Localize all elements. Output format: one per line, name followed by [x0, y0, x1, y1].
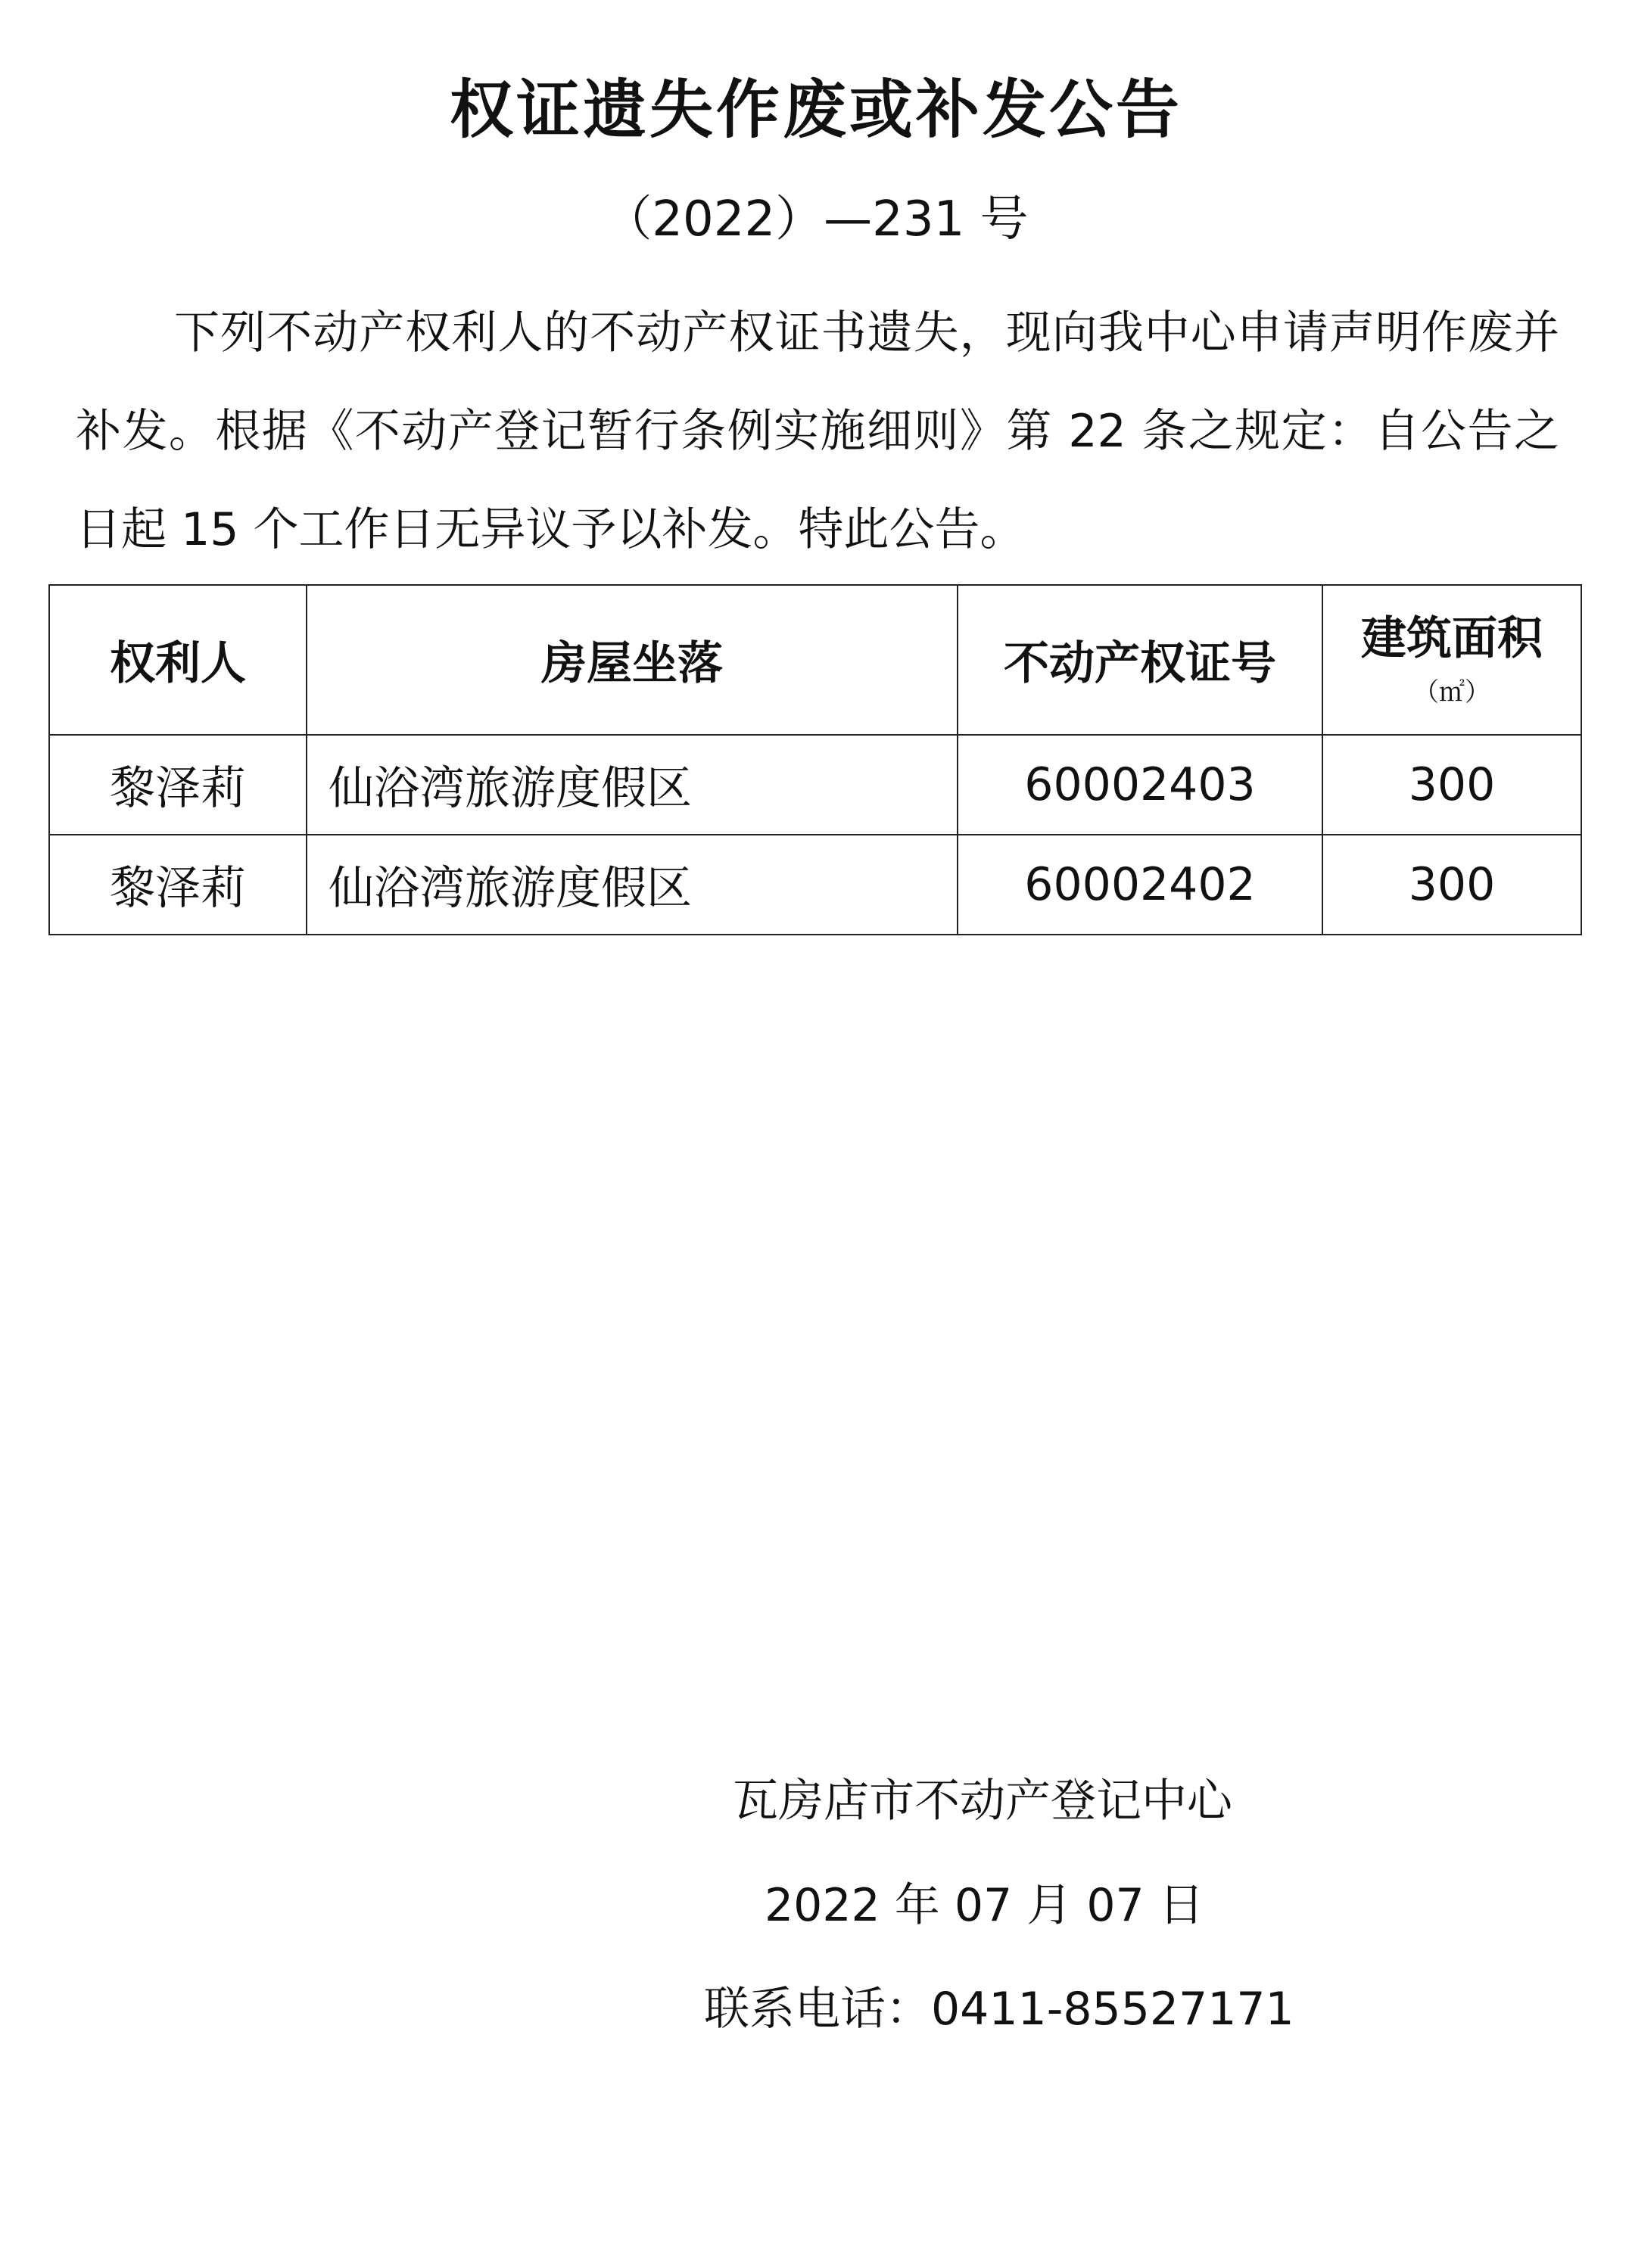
issue-date: 2022 年 07 月 07 日 [765, 1879, 1204, 1932]
cell-location: 仙浴湾旅游度假区 [307, 835, 958, 935]
cell-owner: 黎泽莉 [49, 835, 307, 935]
header-area [1322, 585, 1581, 735]
cell-owner: 黎泽莉 [49, 735, 307, 835]
header-cert-no: 不动产权证号 [958, 585, 1322, 735]
cell-area: 300 [1322, 735, 1581, 835]
header-area-unit: （㎡） [1413, 677, 1490, 708]
header-owner: 权利人 [49, 585, 307, 735]
records-table [48, 584, 1582, 935]
document-number: （2022）—231 号 [603, 191, 1029, 247]
page-title: 权证遗失作废或补发公告 [449, 73, 1182, 147]
header-area-label: 建筑面积 [1361, 612, 1543, 665]
cell-area: 300 [1322, 835, 1581, 935]
table-row [49, 835, 1581, 935]
table-row [49, 735, 1581, 835]
notice-body: 下列不动产权利人的不动产权证书遗失，现向我中心申请声明作废并补发。根据《不动产登记暂行条例实施细则》第 22 条之规定：自公告之日起 15 个工作日无异议予以补发。特此公告。 [76, 306, 1559, 556]
contact-phone: 联系电话：0411-85527171 [704, 1983, 1294, 2036]
cell-cert-no: 60002403 [958, 735, 1322, 835]
header-location: 房屋坐落 [307, 585, 958, 735]
cell-cert-no: 60002402 [958, 835, 1322, 935]
cell-location: 仙浴湾旅游度假区 [307, 735, 958, 835]
table-header-row [49, 585, 1581, 735]
issuing-organization: 瓦房店市不动产登记中心 [733, 1775, 1232, 1828]
